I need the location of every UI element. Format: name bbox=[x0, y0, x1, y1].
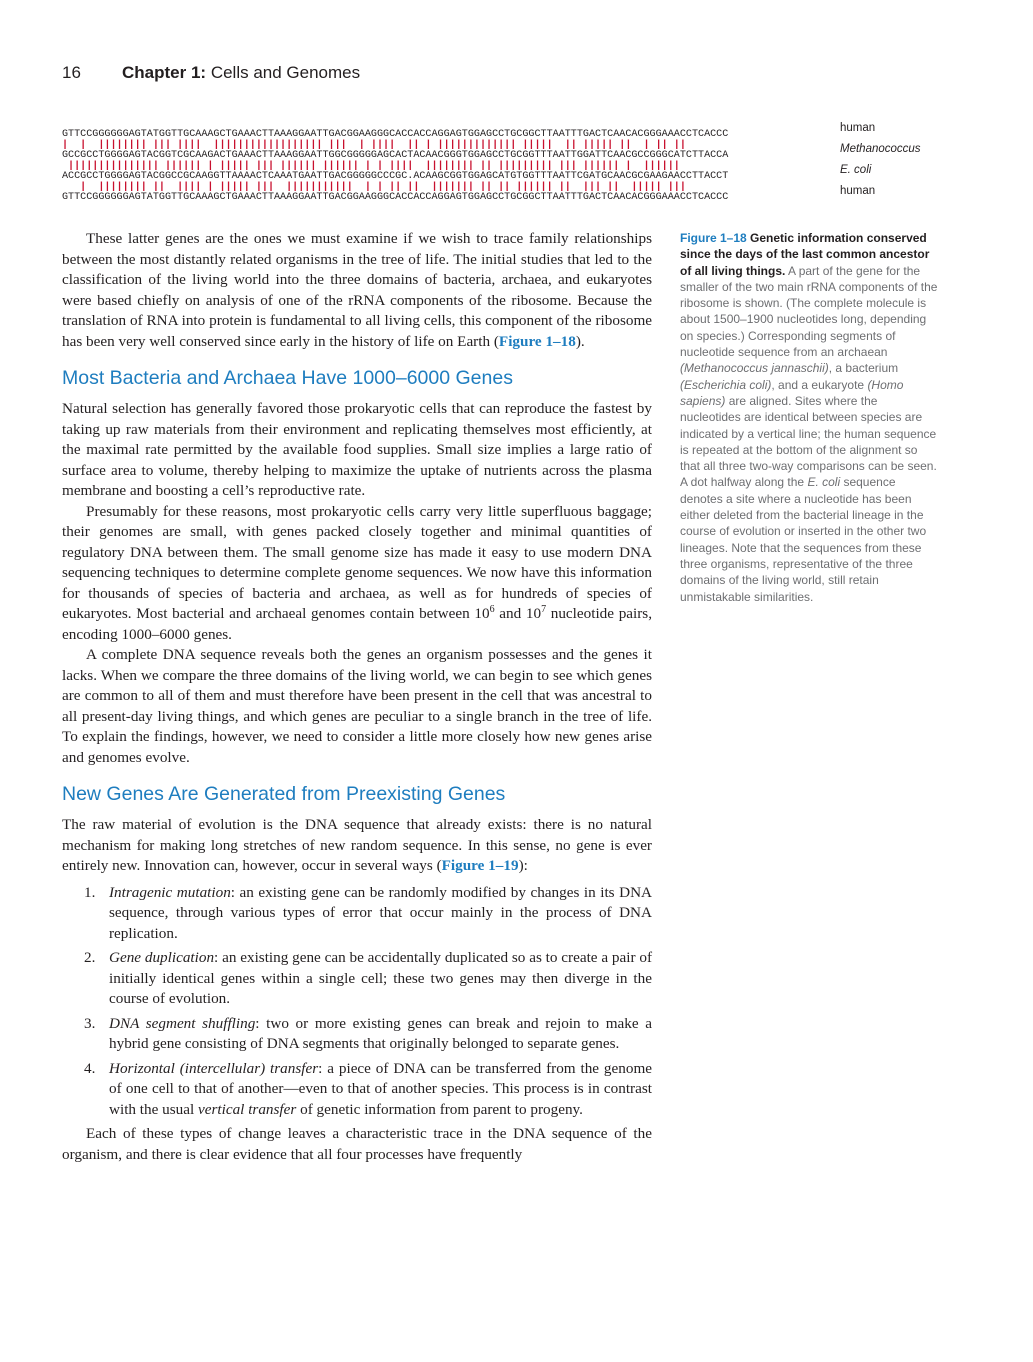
sequence-alignment bbox=[62, 122, 1022, 203]
sequence-row-methanococcus bbox=[62, 143, 1022, 161]
text-span: These latter genes are the ones we must examine if we wish to trace family relationships between the most distantly related organisms in the tree of life. The initial studies that led to the classification of the living world into the three domains of bacteria, archaea, and eukaryotes were based chiefly on analysis of one of the rRNA components of the ribosome. Because the translation of RNA into protein is fundamental to all living cells, this component of the ribosome has been very well conserved since early in the history of life on Earth ( bbox=[62, 230, 652, 350]
list-text: : an existing gene can be accidentally duplicated so as to create a pair of initially identical genes within a single cell; these two genes may then diverge in the course of evolution. bbox=[109, 949, 652, 1007]
sequence-text: ACCGCCTGGGGAGTACGGCCGCAAGGTTAAAACTCAAATGAATTGACGGGGGCCCGC.ACAAGCGGTGGAGCATGTGGTTTAATTCGATGCAACGCGAAGAACCTTACCT bbox=[62, 171, 729, 182]
organism-label: E. coli bbox=[840, 164, 872, 176]
figure-link[interactable]: Figure 1–18 bbox=[498, 332, 576, 350]
list-item bbox=[62, 948, 652, 1010]
list-item bbox=[62, 883, 652, 945]
text-span: The raw material of evolution is the DNA sequence that already exists: there is no natural mechanism for making long stretches of new random sequence. In this sense, no gene is ever entirely new. Innovation can, however, occur in several ways ( bbox=[62, 816, 652, 874]
caption-italic: E. coli bbox=[807, 475, 841, 490]
figure-link[interactable]: Figure 1–19 bbox=[441, 857, 519, 874]
chapter-title: Cells and Genomes bbox=[210, 63, 361, 82]
page-number: 16 bbox=[62, 63, 81, 82]
caption-text: are aligned. Sites where the nucleotides are identical between species are indicated by a vertical line; the human sequence is repeated at the bottom of the alignment so that all three two-way comparisons can be seen. A dot halfway along the bbox=[680, 393, 937, 490]
sequence-row-human-top bbox=[62, 122, 1022, 140]
list-item bbox=[62, 1014, 652, 1055]
sequence-text: GTTCCGGGGGGAGTATGGTTGCAAAGCTGAAACTTAAAGGAATTGACGGAAGGGCACCACCAGGAGTGGAGCCTGCGGCTTAATTTGACTCAACACGGGAAACCTCACCC bbox=[62, 129, 729, 140]
caption-italic: (Methanococcus jannaschii) bbox=[680, 361, 829, 376]
list-text: : a piece of DNA can be transferred from the genome of one cell to that of another—even to that of another species. This process is in contrast with the usual bbox=[109, 1059, 652, 1118]
paragraph bbox=[62, 502, 652, 646]
match-marks: | | |||||||| ||| |||| |||||||||||||||||| ||| | |||| || | ||||||||||||| ||||| || ||||| || | || || bbox=[62, 139, 686, 151]
list-item bbox=[62, 1059, 652, 1121]
list-number: 2. bbox=[84, 949, 96, 966]
chapter-label: Chapter 1: bbox=[122, 63, 207, 82]
list-term: Gene duplication bbox=[109, 949, 215, 966]
sequence-text: GTTCCGGGGGGAGTATGGTTGCAAAGCTGAAACTTAAAGGAATTGACGGAAGGGCACCACCAGGAGTGGAGCCTGCGGCTTAATTTGACTCAACACGGGAAACCTCACCC bbox=[62, 192, 729, 203]
section-heading: Most Bacteria and Archaea Have 1000–6000 Genes bbox=[62, 367, 513, 389]
paragraph: A complete DNA sequence reveals both the genes an organism possesses and the genes it lacks. When we compare the three domains of the living world, we can begin to see which genes are common to all of them and must therefore have been present in the cell that was ancestral to all present-day living things, and which genes are peculiar to a single branch in the tree of life. To explain the findings, however, we need to consider a little more closely how new genes arise and genomes evolve. bbox=[62, 646, 652, 766]
caption-title: Genetic information conserved since the days of the last common ancestor of all living things. bbox=[680, 231, 930, 278]
sequence-text: GCCGCCTGGGGAGTACGGTCGCAAGACTGAAACTTAAAGGAATTGGCGGGGGAGCACTACAACGGGTGGAGCCTGCGGTTTAATTGGATTCAACGCCGGGCATCTTACCA bbox=[62, 150, 729, 161]
match-marks: ||||||||||||||| |||||| | ||||| ||| |||||| |||||| | | |||| |||||||| || ||||||||| ||| |||||| | |||||| bbox=[62, 160, 680, 172]
sequence-row-human-bottom bbox=[62, 185, 1022, 203]
paragraph: Natural selection has generally favored those prokaryotic cells that can reproduce the fastest by taking up raw materials from their environment and replicating themselves most efficiently, at the maximal rate permitted by the available food supplies. Small size implies a large ratio of surface area to volume, thereby helping to maximize the uptake of nutrients across the plasma membrane and boosting a cell’s reproductive rate. bbox=[62, 400, 652, 499]
list-term: Intragenic mutation bbox=[109, 883, 231, 901]
caption-text: A part of the gene for the smaller of the two main rRNA components of the ribosome is shown. (The complete molecule is about 1500–1900 nucleotides long, depending on species.) Corresponding segments of nucleotide sequence from an archaean bbox=[680, 263, 938, 360]
list-text: : two or more existing genes can break and rejoin to make a hybrid gene consisting of DNA segments that originally belonged to separate genes. bbox=[109, 1014, 652, 1052]
list-term: vertical transfer bbox=[198, 1100, 297, 1118]
list-number: 4. bbox=[84, 1059, 96, 1077]
figure-caption bbox=[680, 230, 940, 605]
organism-label: human bbox=[840, 122, 876, 134]
list-text: of genetic information from parent to progeny. bbox=[296, 1100, 583, 1118]
section-heading: New Genes Are Generated from Preexisting Genes bbox=[62, 783, 506, 805]
list-text: : an existing gene can be randomly modified by changes in its DNA sequence, through various types of error that occur mainly in the process of DNA replication. bbox=[109, 883, 653, 942]
text-span: ). bbox=[575, 332, 585, 350]
numbered-list bbox=[62, 883, 652, 1121]
list-number: 1. bbox=[84, 883, 96, 901]
paragraph bbox=[62, 815, 652, 877]
caption-text: , a bacterium bbox=[828, 361, 899, 376]
text-span: Presumably for these reasons, most prokaryotic cells carry very little superfluous baggage; their genomes are small, with genes packed closely together and minimal quantities of regulatory DNA between them. The small genome size has made it easy to use modern DNA sequencing techniques to determine complete genome sequences. We now have this information for thousands of species of bacteria and archaea, as well as for hundreds of species of eukaryotes. Most bacterial and archaeal genomes contain between 10 bbox=[62, 502, 652, 622]
superscript: 7 bbox=[541, 603, 547, 615]
superscript: 6 bbox=[489, 603, 495, 615]
list-term: DNA segment shuffling bbox=[109, 1014, 256, 1032]
main-text bbox=[62, 229, 652, 1165]
caption-italic: (Homo sapiens) bbox=[680, 377, 904, 408]
organism-label: Methanococcus bbox=[840, 143, 921, 155]
sequence-row-ecoli bbox=[62, 164, 1022, 182]
list-term: Horizontal (intercellular) transfer bbox=[109, 1059, 319, 1077]
text-span: nucleotide pairs, encoding 1000–6000 genes. bbox=[62, 605, 653, 643]
page-header bbox=[62, 63, 360, 83]
match-marks: | |||||||| || |||| | ||||| ||| ||||||||||| | | || || ||||||| || || |||||| || ||| || ||||| ||| bbox=[62, 181, 686, 193]
caption-italic: (Escherichia coli) bbox=[680, 377, 772, 392]
paragraph bbox=[62, 229, 652, 352]
caption-text: sequence denotes a site where a nucleotide has been either deleted from the bacterial lineage in the course of evolution or inserted in the other two lineages. Note that the sequences from these three organisms, representative of the three domains of the living world, still retain unmistakable similarities. bbox=[680, 475, 927, 604]
paragraph: Each of these types of change leaves a characteristic trace in the DNA sequence of the organism, and there is clear evidence that all four processes have frequently bbox=[62, 1125, 652, 1163]
organism-label: human bbox=[840, 185, 876, 197]
text-span: and 10 bbox=[494, 605, 542, 622]
list-number: 3. bbox=[84, 1014, 96, 1032]
text-span: ): bbox=[518, 857, 528, 874]
caption-text: , and a eukaryote bbox=[771, 377, 868, 392]
figure-number: Figure 1–18 bbox=[680, 231, 747, 245]
